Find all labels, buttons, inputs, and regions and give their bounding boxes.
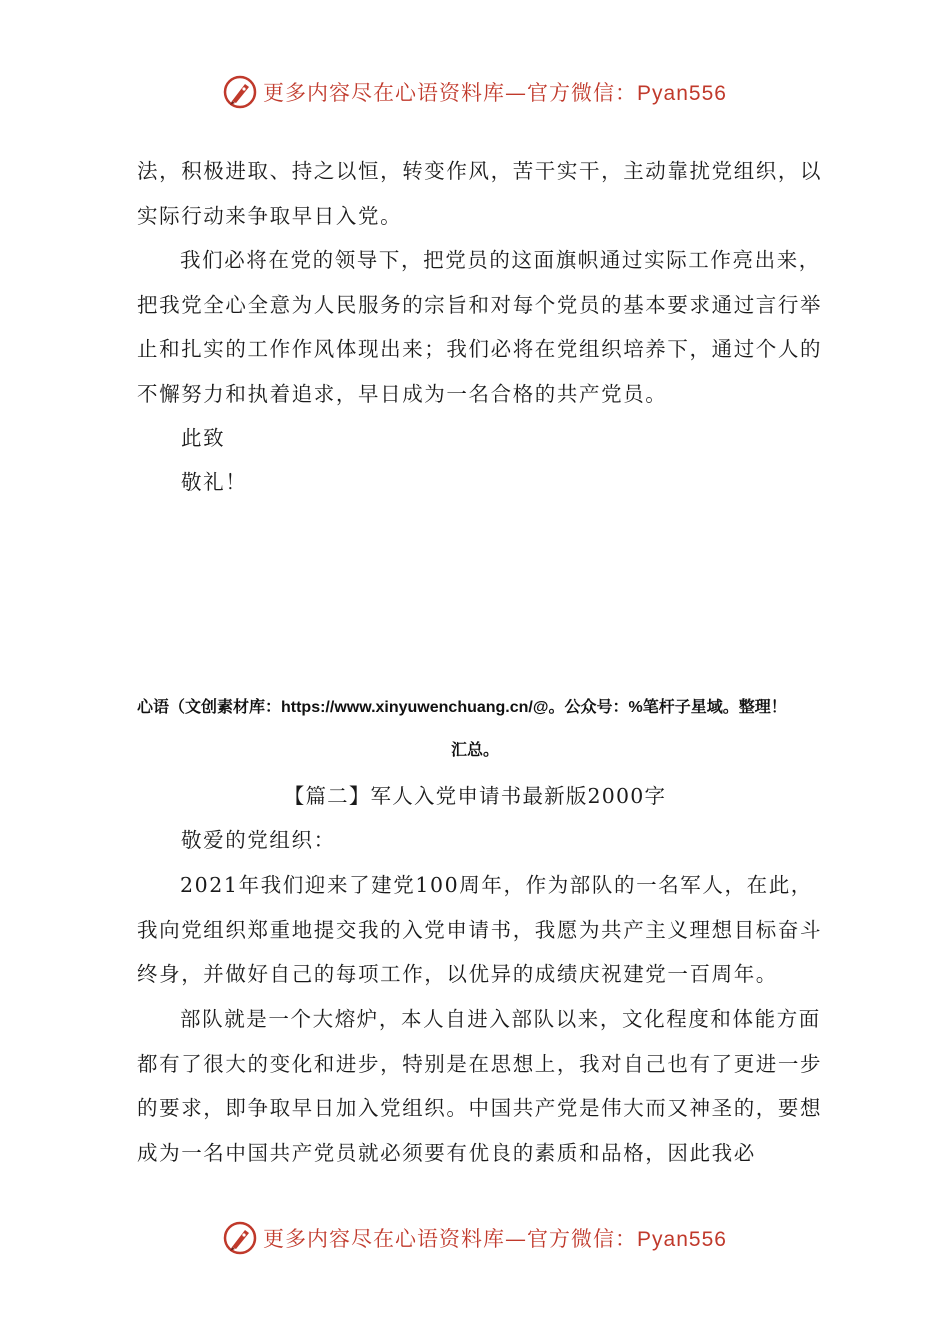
letter-paragraph-1: 法，积极进取、持之以恒，转变作风，苦干实干，主动靠扰党组织，以实际行动来争取早日入党。: [137, 159, 823, 228]
letter-paragraph-2: 我们必将在党的领导下，把党员的这面旗帜通过实际工作亮出来，把我党全心全意为人民服务的宗旨和对每个党员的基本要求通过言行举止和扎实的工作作风体现出来；我们必将在党组织培养下，通过个人的不懈努力和执着追求，早日成为一名合格的共产党员。: [137, 248, 823, 406]
source-note-line-1: 心语（文创素材库：https://www.xinyuwenchuang.cn/@。公众号：%笔杆子星域。整理！: [137, 699, 787, 716]
section-title: 【篇二】军人入党申请书最新版2000字: [283, 784, 667, 808]
header-banner-text: 更多内容尽在心语资料库—官方微信：Pyan556: [263, 81, 727, 105]
section-paragraph-2: 部队就是一个大熔炉，本人自进入部队以来，文化程度和体能方面都有了很大的变化和进步，特别是在思想上，我对自己也有了更进一步的要求，即争取早日加入党组织。中国共产党是伟大而又神圣的，要想成为一名中国共产党员就必须要有优良的素质和品格，因此我必: [137, 1007, 823, 1165]
pen-logo-icon: [223, 1221, 257, 1255]
source-note-line-2: 汇总。: [450, 742, 499, 759]
pen-logo-icon: [223, 75, 257, 109]
closing-salutation: 此致: [181, 426, 226, 450]
closing-regards: 敬礼！: [181, 470, 248, 494]
section-paragraph-1: 2021年我们迎来了建党100周年，作为部队的一名军人，在此，我向党组织郑重地提交我的入党申请书，我愿为共产主义理想目标奋斗终身，并做好自己的每项工作，以优异的成绩庆祝建党一百周年。: [137, 873, 823, 986]
footer-banner-text: 更多内容尽在心语资料库—官方微信：Pyan556: [263, 1227, 727, 1251]
header-banner: [0, 70, 950, 114]
footer-wechat-id: Pyan556: [637, 1228, 727, 1251]
header-wechat-id: Pyan556: [637, 82, 727, 105]
footer-banner: [0, 1216, 950, 1260]
section-salutation: 敬爱的党组织：: [181, 828, 336, 852]
